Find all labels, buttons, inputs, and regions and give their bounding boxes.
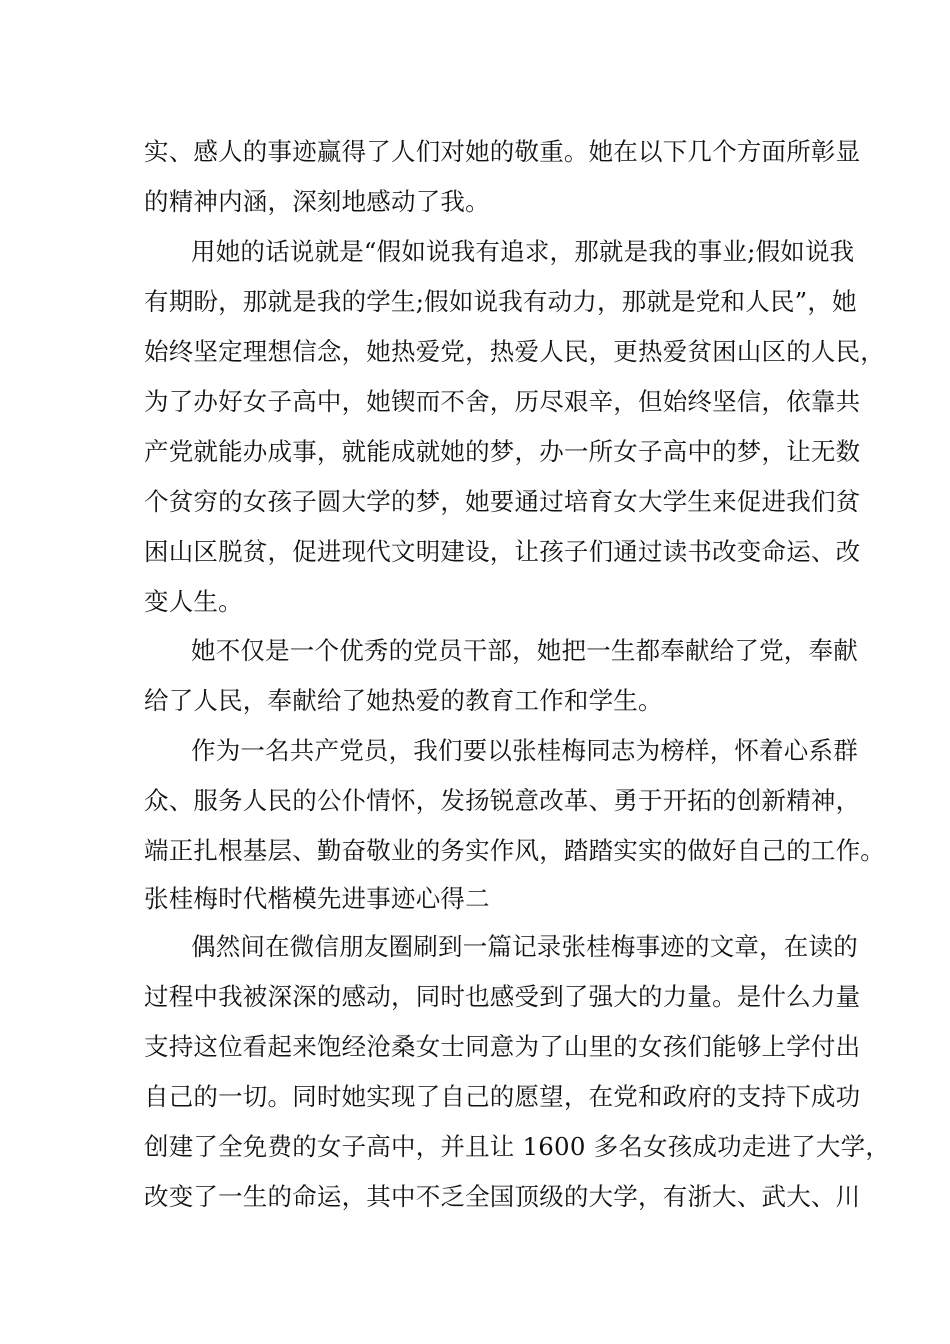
text-line: 改变了一生的命运，其中不乏全国顶级的大学，有浙大、武大、川 xyxy=(144,1182,861,1211)
text-line: 偶然间在微信朋友圈刷到一篇记录张桂梅事迹的文章，在读的 xyxy=(191,932,858,961)
text-line: 变人生。 xyxy=(144,587,243,616)
text-line: 实、感人的事迹赢得了人们对她的敬重。她在以下几个方面所彰显 xyxy=(144,137,861,166)
text-line: 支持这位看起来饱经沧桑女士同意为了山里的女孩们能够上学付出 xyxy=(144,1032,861,1061)
text-line: 端正扎根基层、勤奋敬业的务实作风，踏踏实实的做好自己的工作。 xyxy=(144,836,885,865)
text-line: 给了人民，奉献给了她热爱的教育工作和学生。 xyxy=(144,686,663,715)
text-line: 产党就能办成事，就能成就她的梦，办一所女子高中的梦，让无数 xyxy=(144,437,861,466)
text-line: 用她的话说就是“假如说我有追求，那就是我的事业;假如说我 xyxy=(191,237,855,266)
text-line: 众、服务人民的公仆情怀，发扬锐意改革、勇于开拓的创新精神， xyxy=(144,786,861,815)
text-line: 始终坚定理想信念，她热爱党，热爱人民，更热爱贫困山区的人民， xyxy=(144,337,885,366)
text-line: 她不仅是一个优秀的党员干部，她把一生都奉献给了党，奉献 xyxy=(191,636,858,665)
text-line: 的精神内涵，深刻地感动了我。 xyxy=(144,187,490,216)
text-line: 有期盼，那就是我的学生;假如说我有动力，那就是党和人民”，她 xyxy=(144,287,857,316)
text-line: 自己的一切。同时她实现了自己的愿望，在党和政府的支持下成功 xyxy=(144,1082,861,1111)
text-line: 创建了全免费的女子高中，并且让 1600 多名女孩成功走进了大学， xyxy=(144,1132,891,1161)
text-line: 个贫穷的女孩子圆大学的梦，她要通过培育女大学生来促进我们贫 xyxy=(144,487,861,516)
text-line: 作为一名共产党员，我们要以张桂梅同志为榜样，怀着心系群 xyxy=(191,736,858,765)
section-heading: 张桂梅时代楷模先进事迹心得二 xyxy=(144,884,490,913)
text-line: 过程中我被深深的感动，同时也感受到了强大的力量。是什么力量 xyxy=(144,982,861,1011)
text-line: 困山区脱贫，促进现代文明建设，让孩子们通过读书改变命运、改 xyxy=(144,537,861,566)
text-line: 为了办好女子高中，她锲而不舍，历尽艰辛，但始终坚信，依靠共 xyxy=(144,387,861,416)
